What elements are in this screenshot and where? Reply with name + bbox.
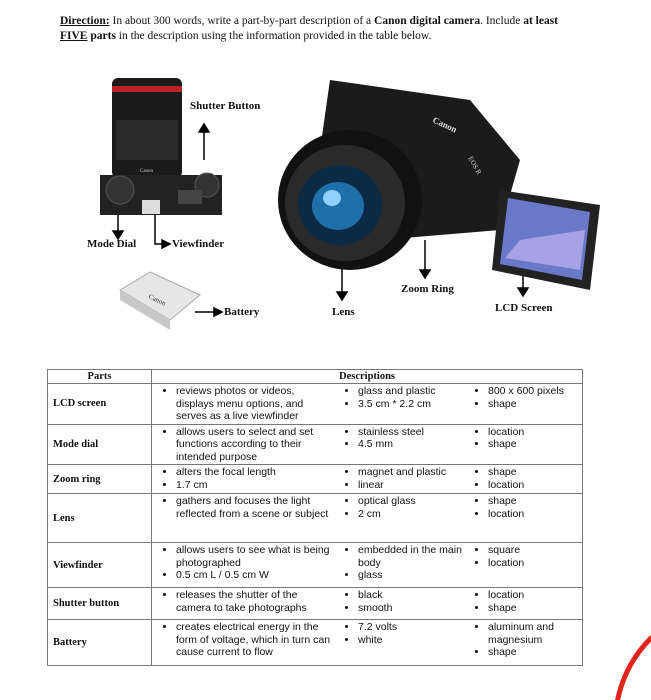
part-descriptions	[152, 494, 583, 543]
description-item: • reviews photos or videos, displays menu options, and serves as a live viewfinder	[176, 385, 334, 423]
description-item: • shape	[488, 602, 582, 615]
description-column	[334, 495, 464, 520]
description-item: • 1.7 cm	[176, 479, 334, 492]
description-item: • location	[488, 589, 582, 602]
label-zoom-ring: Zoom Ring	[401, 283, 454, 295]
description-item: • location	[488, 426, 582, 439]
label-battery: Battery	[224, 306, 260, 318]
description-column	[334, 385, 464, 423]
description-item: • smooth	[358, 602, 464, 615]
description-column	[464, 544, 582, 582]
description-column	[334, 426, 464, 464]
description-item: • 800 x 600 pixels	[488, 385, 582, 398]
description-item: • optical glass	[358, 495, 464, 508]
description-item: • 0.5 cm L / 0.5 cm W	[176, 569, 334, 582]
battery-image	[120, 272, 200, 330]
description-column	[464, 621, 582, 659]
direction-label: Direction:	[60, 15, 110, 27]
table-row	[48, 494, 583, 543]
description-item: • black	[358, 589, 464, 602]
part-descriptions	[152, 465, 583, 494]
table-row	[48, 620, 583, 666]
description-column	[464, 589, 582, 614]
description-item: • aluminum and magnesium	[488, 621, 582, 646]
description-item: • 3.5 cm * 2.2 cm	[358, 398, 464, 411]
description-item: • square	[488, 544, 582, 557]
table-row	[48, 543, 583, 588]
direction-text: Direction: In about 300 words, write a part-by-part description of a Canon digital camera. Include at least FIVE parts in the description using the information provided in the table below.	[60, 15, 559, 42]
description-column	[152, 495, 334, 520]
table-row	[48, 384, 583, 425]
description-column	[152, 589, 334, 614]
description-item: • shape	[488, 398, 582, 411]
description-item: • shape	[488, 646, 582, 659]
description-item: • 2 cm	[358, 508, 464, 521]
description-column	[152, 466, 334, 491]
description-item: • shape	[488, 466, 582, 479]
part-name: Zoom ring	[48, 465, 152, 494]
part-name: Lens	[48, 494, 152, 543]
description-column	[334, 466, 464, 491]
description-item: • 7.2 volts	[358, 621, 464, 634]
description-item: • glass	[358, 569, 464, 582]
description-item: • shape	[488, 438, 582, 451]
label-mode-dial: Mode Dial	[87, 238, 137, 250]
svg-text:Canon: Canon	[147, 292, 168, 308]
description-column	[464, 466, 582, 491]
description-item: • shape	[488, 495, 582, 508]
table-header-row	[48, 370, 583, 384]
part-name: Shutter button	[48, 588, 152, 620]
part-name: Battery	[48, 620, 152, 666]
part-name: Viewfinder	[48, 543, 152, 588]
description-column	[334, 621, 464, 659]
description-column	[334, 589, 464, 614]
part-descriptions	[152, 384, 583, 425]
header-parts: Parts	[48, 370, 152, 384]
label-lcd-screen: LCD Screen	[495, 302, 553, 314]
description-item: • allows users to select and set functions according to their intended purpose	[176, 426, 334, 464]
label-lens: Lens	[332, 306, 355, 318]
description-column	[464, 495, 582, 520]
description-item: • magnet and plastic	[358, 466, 464, 479]
description-column	[464, 385, 582, 423]
part-descriptions	[152, 424, 583, 465]
description-item: • glass and plastic	[358, 385, 464, 398]
description-column	[152, 621, 334, 659]
description-item: • white	[358, 634, 464, 647]
description-item: • allows users to see what is being photographed	[176, 544, 334, 569]
part-descriptions	[152, 588, 583, 620]
description-item: • location	[488, 508, 582, 521]
description-item: • creates electrical energy in the form of voltage, which in turn can cause current to flow	[176, 621, 334, 659]
parts-table	[47, 369, 583, 666]
description-item: • alters the focal length	[176, 466, 334, 479]
description-item: • embedded in the main body	[358, 544, 464, 569]
table-row	[48, 588, 583, 620]
part-descriptions	[152, 620, 583, 666]
description-column	[152, 385, 334, 423]
red-pen-mark	[601, 630, 651, 700]
description-column	[464, 426, 582, 464]
description-item: • 4.5 mm	[358, 438, 464, 451]
header-descriptions: Descriptions	[152, 370, 583, 384]
svg-text:EOS R: EOS R	[466, 155, 484, 177]
description-item: • location	[488, 479, 582, 492]
description-item: • releases the shutter of the camera to take photographs	[176, 589, 334, 614]
svg-text:Canon: Canon	[140, 169, 154, 174]
svg-text:Canon: Canon	[431, 114, 459, 135]
part-name: LCD screen	[48, 384, 152, 425]
description-item: • gathers and focuses the light reflected from a scene or subject	[176, 495, 334, 520]
camera-front-view-image	[278, 80, 600, 290]
description-item: • linear	[358, 479, 464, 492]
table-row	[48, 465, 583, 494]
description-column	[152, 426, 334, 464]
label-viewfinder: Viewfinder	[172, 238, 225, 250]
label-shutter-button: Shutter Button	[190, 100, 261, 112]
description-item: • location	[488, 557, 582, 570]
part-descriptions	[152, 543, 583, 588]
table-row	[48, 424, 583, 465]
description-column	[152, 544, 334, 582]
part-name: Mode dial	[48, 424, 152, 465]
description-column	[334, 544, 464, 582]
description-item: • stainless steel	[358, 426, 464, 439]
